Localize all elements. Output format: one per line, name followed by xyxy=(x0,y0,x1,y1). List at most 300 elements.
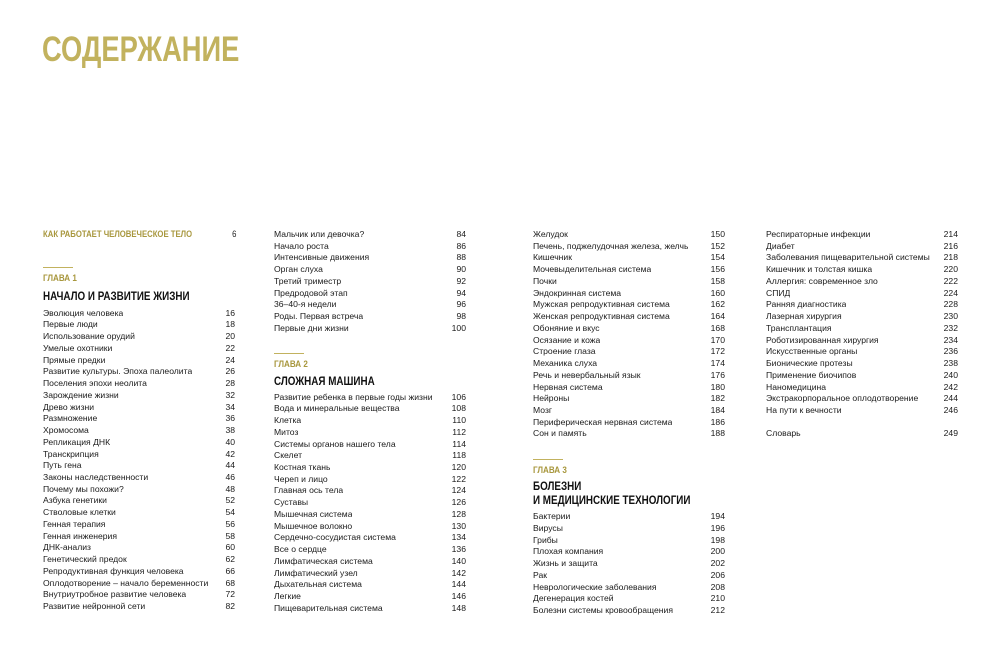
toc-entry-page: 16 xyxy=(225,307,235,318)
toc-entry-title: Печень, поджелудочная железа, желчь xyxy=(533,240,689,251)
toc-entry[interactable] xyxy=(274,568,466,580)
toc-entry[interactable] xyxy=(274,264,466,276)
toc-entry[interactable] xyxy=(43,425,235,437)
toc-entry-page: 238 xyxy=(943,358,958,369)
toc-entry-page: 90 xyxy=(456,264,466,275)
toc-column-1 xyxy=(43,229,235,613)
toc-entry-title: Бионические протезы xyxy=(766,358,853,369)
toc-entry-title: Суставы xyxy=(274,497,309,508)
toc-entry[interactable] xyxy=(766,370,958,382)
toc-entry-page: 228 xyxy=(943,299,958,310)
chapter-1-list xyxy=(43,308,235,613)
toc-entry[interactable] xyxy=(533,335,725,347)
glossary-entry[interactable] xyxy=(766,428,958,440)
toc-entry-title: Поселения эпохи неолита xyxy=(43,378,147,389)
toc-entry-title: Заболевания пищеварительной системы xyxy=(766,252,930,263)
toc-entry[interactable] xyxy=(43,484,235,496)
toc-entry-title: Эндокринная система xyxy=(533,287,622,298)
toc-entry[interactable] xyxy=(533,241,725,253)
glossary-label: Словарь xyxy=(766,427,801,438)
toc-entry[interactable] xyxy=(274,591,466,603)
toc-entry-page: 52 xyxy=(225,495,235,506)
toc-entry-page: 34 xyxy=(225,401,235,412)
toc-entry[interactable] xyxy=(43,495,235,507)
toc-entry-page: 44 xyxy=(225,460,235,471)
toc-entry[interactable] xyxy=(43,531,235,543)
toc-entry-title: Вода и минеральные вещества xyxy=(274,403,400,414)
toc-entry[interactable] xyxy=(533,570,725,582)
toc-entry-page: 148 xyxy=(451,602,466,613)
toc-entry-page: 128 xyxy=(451,508,466,519)
toc-entry[interactable] xyxy=(274,323,466,335)
toc-entry[interactable] xyxy=(274,532,466,544)
toc-entry[interactable] xyxy=(766,311,958,323)
toc-entry[interactable] xyxy=(274,603,466,615)
toc-entry-title: Главная ось тела xyxy=(274,485,344,496)
toc-entry-page: 110 xyxy=(452,415,466,426)
toc-entry[interactable] xyxy=(274,579,466,591)
toc-entry[interactable] xyxy=(43,366,235,378)
toc-entry[interactable] xyxy=(274,497,466,509)
toc-entry-page: 134 xyxy=(451,532,466,543)
toc-entry-title: ДНК-анализ xyxy=(43,542,91,553)
toc-entry-page: 54 xyxy=(225,507,235,518)
toc-entry-page: 202 xyxy=(710,558,725,569)
toc-entry-title: Плохая компания xyxy=(533,546,604,557)
toc-entry[interactable] xyxy=(533,605,725,617)
toc-entry-title: Древо жизни xyxy=(43,401,95,412)
toc-entry-page: 154 xyxy=(710,252,725,263)
toc-entry-title: Все о сердце xyxy=(274,544,327,555)
toc-entry[interactable] xyxy=(533,382,725,394)
toc-entry-page: 48 xyxy=(225,483,235,494)
toc-entry-page: 136 xyxy=(451,544,466,555)
toc-entry-page: 198 xyxy=(710,534,725,545)
toc-entry-title: Мышечная система xyxy=(274,508,353,519)
toc-entry[interactable] xyxy=(43,460,235,472)
toc-entry-title: Дыхательная система xyxy=(274,579,362,590)
toc-entry-page: 242 xyxy=(943,381,958,392)
chapter-3-title-line2: И МЕДИЦИНСКИЕ ТЕХНОЛОГИИ xyxy=(533,493,691,508)
toc-entry-title: Орган слуха xyxy=(274,264,323,275)
toc-entry-page: 56 xyxy=(225,518,235,529)
toc-entry-page: 232 xyxy=(943,322,958,333)
toc-entry-page: 206 xyxy=(710,569,725,580)
toc-entry[interactable] xyxy=(766,405,958,417)
toc-entry-page: 108 xyxy=(451,403,466,414)
toc-entry[interactable] xyxy=(274,521,466,533)
toc-entry-page: 176 xyxy=(710,369,725,380)
toc-entry-page: 98 xyxy=(456,311,466,322)
toc-entry[interactable] xyxy=(274,229,466,241)
toc-entry-title: Лимфатическая система xyxy=(274,555,373,566)
toc-entry-title: Оплодотворение – начало беременности xyxy=(43,577,209,588)
toc-entry-page: 106 xyxy=(451,391,466,402)
toc-entry-page: 96 xyxy=(456,299,466,310)
toc-entry-page: 152 xyxy=(710,240,725,251)
toc-entry-title: Роды. Первая встреча xyxy=(274,311,364,322)
toc-entry[interactable] xyxy=(533,252,725,264)
toc-entry[interactable] xyxy=(274,392,466,404)
toc-entry-title: Речь и невербальный язык xyxy=(533,369,641,380)
toc-entry-page: 168 xyxy=(710,322,725,333)
toc-entry-page: 210 xyxy=(710,593,725,604)
toc-entry[interactable] xyxy=(43,319,235,331)
toc-entry[interactable] xyxy=(274,288,466,300)
toc-entry[interactable] xyxy=(533,593,725,605)
toc-entry-title: Ранняя диагностика xyxy=(766,299,847,310)
chapter-1-continued-list xyxy=(274,229,466,335)
toc-entry-title: Рак xyxy=(533,569,547,580)
toc-entry-page: 218 xyxy=(943,252,958,263)
toc-entry[interactable] xyxy=(766,288,958,300)
chapter-2-continued-list xyxy=(533,229,725,440)
toc-entry[interactable] xyxy=(766,335,958,347)
toc-entry-page: 126 xyxy=(451,497,466,508)
toc-entry-title: Митоз xyxy=(274,426,299,437)
toc-entry[interactable] xyxy=(533,546,725,558)
toc-entry-title: Почему мы похожи? xyxy=(43,483,124,494)
toc-entry-page: 88 xyxy=(456,252,466,263)
toc-column-3 xyxy=(533,229,725,617)
toc-entry[interactable] xyxy=(274,485,466,497)
chapter-3-list xyxy=(533,511,725,617)
toc-entry-page: 236 xyxy=(943,346,958,357)
toc-entry-page: 36 xyxy=(225,413,235,424)
toc-entry-page: 184 xyxy=(710,405,725,416)
toc-entry-title: Обоняние и вкус xyxy=(533,322,600,333)
chapter-2-list xyxy=(274,392,466,615)
toc-entry[interactable] xyxy=(274,415,466,427)
toc-entry-page: 160 xyxy=(710,287,725,298)
toc-entry-page: 164 xyxy=(710,311,725,322)
toc-entry[interactable] xyxy=(533,370,725,382)
toc-entry-page: 196 xyxy=(710,522,725,533)
toc-entry-page: 212 xyxy=(710,605,725,616)
toc-entry-title: Неврологические заболевания xyxy=(533,581,657,592)
toc-entry-page: 234 xyxy=(943,334,958,345)
toc-entry[interactable] xyxy=(274,403,466,415)
toc-entry[interactable] xyxy=(43,437,235,449)
toc-entry-page: 172 xyxy=(710,346,725,357)
toc-entry-title: Сердечно-сосудистая система xyxy=(274,532,396,543)
toc-entry-title: Умелые охотники xyxy=(43,342,113,353)
toc-entry-page: 224 xyxy=(943,287,958,298)
toc-entry-page: 194 xyxy=(710,511,725,522)
toc-entry[interactable] xyxy=(274,276,466,288)
toc-entry[interactable] xyxy=(274,462,466,474)
toc-entry[interactable] xyxy=(43,402,235,414)
toc-entry-title: Дегенерация костей xyxy=(533,593,614,604)
toc-entry[interactable] xyxy=(43,542,235,554)
toc-entry-page: 114 xyxy=(452,438,466,449)
toc-entry-title: Трансплантация xyxy=(766,322,832,333)
toc-entry[interactable] xyxy=(533,311,725,323)
toc-entry-page: 200 xyxy=(710,546,725,557)
toc-entry[interactable] xyxy=(533,288,725,300)
toc-entry-title: Путь гена xyxy=(43,460,82,471)
toc-entry-title: Репликация ДНК xyxy=(43,436,111,447)
toc-entry-title: Третий триместр xyxy=(274,275,342,286)
toc-entry[interactable] xyxy=(274,509,466,521)
toc-entry[interactable] xyxy=(274,427,466,439)
toc-entry-title: Развитие культуры. Эпоха палеолита xyxy=(43,366,193,377)
toc-entry-title: Периферическая нервная система xyxy=(533,416,673,427)
toc-entry-title: Стволовые клетки xyxy=(43,507,116,518)
toc-entry-title: Искусственные органы xyxy=(766,346,858,357)
chapter-divider xyxy=(533,459,563,460)
toc-entry[interactable] xyxy=(43,507,235,519)
toc-entry-title: Нейроны xyxy=(533,393,570,404)
toc-entry-title: Почки xyxy=(533,275,557,286)
toc-entry-page: 240 xyxy=(943,369,958,380)
toc-entry-page: 82 xyxy=(225,601,235,612)
toc-entry[interactable] xyxy=(274,252,466,264)
toc-entry-title: Клетка xyxy=(274,415,302,426)
toc-entry[interactable] xyxy=(533,417,725,429)
toc-entry-page: 140 xyxy=(451,555,466,566)
toc-entry[interactable] xyxy=(533,428,725,440)
toc-entry-page: 28 xyxy=(225,378,235,389)
glossary-page: 249 xyxy=(943,427,958,438)
toc-entry-title: Нервная система xyxy=(533,381,603,392)
toc-entry-title: 36–40-я недели xyxy=(274,299,337,310)
toc-entry-title: Строение глаза xyxy=(533,346,596,357)
toc-entry[interactable] xyxy=(43,554,235,566)
toc-entry[interactable] xyxy=(766,382,958,394)
toc-entry[interactable] xyxy=(766,393,958,405)
toc-entry-title: Развитие нейронной сети xyxy=(43,601,146,612)
toc-entry-title: Мозг xyxy=(533,405,553,416)
toc-entry[interactable] xyxy=(43,589,235,601)
toc-entry-title: Роботизированная хирургия xyxy=(766,334,879,345)
toc-entry-page: 124 xyxy=(451,485,466,496)
toc-entry-title: Первые дни жизни xyxy=(274,322,349,333)
toc-entry[interactable] xyxy=(533,405,725,417)
toc-entry-page: 66 xyxy=(225,565,235,576)
toc-entry[interactable] xyxy=(533,276,725,288)
toc-entry-page: 112 xyxy=(452,426,466,437)
toc-entry[interactable] xyxy=(533,264,725,276)
toc-entry-title: Эволюция человека xyxy=(43,307,124,318)
toc-entry[interactable] xyxy=(533,558,725,570)
toc-entry-title: Пищеварительная система xyxy=(274,602,383,613)
toc-entry-page: 130 xyxy=(451,520,466,531)
toc-entry-page: 220 xyxy=(943,264,958,275)
toc-entry-page: 122 xyxy=(451,473,466,484)
toc-entry[interactable] xyxy=(766,252,958,264)
toc-entry-title: Генная инженерия xyxy=(43,530,118,541)
toc-entry-title: Хромосома xyxy=(43,425,89,436)
toc-entry-page: 222 xyxy=(943,275,958,286)
toc-entry-page: 208 xyxy=(710,581,725,592)
toc-entry-title: Азбука генетики xyxy=(43,495,107,506)
toc-entry-title: Применение биочипов xyxy=(766,369,857,380)
toc-entry-title: Бактерии xyxy=(533,511,571,522)
toc-entry[interactable] xyxy=(274,474,466,486)
toc-entry-page: 214 xyxy=(943,229,958,239)
toc-entry[interactable] xyxy=(274,544,466,556)
chapter-3-title-line1: БОЛЕЗНИ xyxy=(533,479,582,494)
toc-entry-page: 244 xyxy=(943,393,958,404)
toc-entry[interactable] xyxy=(533,511,725,523)
toc-entry-title: Использование орудий xyxy=(43,331,135,342)
toc-entry-page: 20 xyxy=(225,331,235,342)
toc-entry-page: 158 xyxy=(710,275,725,286)
toc-entry-page: 22 xyxy=(225,342,235,353)
toc-entry-page: 186 xyxy=(710,416,725,427)
toc-entry[interactable] xyxy=(43,355,235,367)
toc-entry-page: 120 xyxy=(451,462,466,473)
toc-entry-title: Генетический предок xyxy=(43,554,127,565)
toc-entry-page: 58 xyxy=(225,530,235,541)
toc-entry[interactable] xyxy=(43,519,235,531)
toc-entry[interactable] xyxy=(274,556,466,568)
toc-entry-title: Механика слуха xyxy=(533,358,598,369)
intro-label: КАК РАБОТАЕТ ЧЕЛОВЕЧЕСКОЕ ТЕЛО xyxy=(43,229,193,239)
toc-entry[interactable] xyxy=(766,346,958,358)
toc-entry[interactable] xyxy=(533,346,725,358)
toc-entry[interactable] xyxy=(274,299,466,311)
toc-entry-title: Осязание и кожа xyxy=(533,334,601,345)
toc-entry[interactable] xyxy=(43,472,235,484)
toc-entry-page: 150 xyxy=(710,229,725,239)
toc-entry-page: 62 xyxy=(225,554,235,565)
toc-entry[interactable] xyxy=(533,299,725,311)
toc-entry-page: 42 xyxy=(225,448,235,459)
toc-entry-title: Женская репродуктивная система xyxy=(533,311,670,322)
toc-entry[interactable] xyxy=(766,299,958,311)
toc-entry[interactable] xyxy=(533,523,725,535)
toc-entry-page: 68 xyxy=(225,577,235,588)
toc-entry[interactable] xyxy=(274,450,466,462)
toc-entry[interactable] xyxy=(274,241,466,253)
toc-entry-page: 246 xyxy=(943,405,958,416)
toc-entry-page: 86 xyxy=(456,240,466,251)
toc-entry[interactable] xyxy=(43,413,235,425)
toc-entry-title: Мужская репродуктивная система xyxy=(533,299,670,310)
toc-entry-title: Диабет xyxy=(766,240,795,251)
toc-entry-title: Лимфатический узел xyxy=(274,567,358,578)
toc-entry-title: Предродовой этап xyxy=(274,287,348,298)
toc-entry[interactable] xyxy=(766,323,958,335)
toc-entry-title: Жизнь и защита xyxy=(533,558,598,569)
toc-entry-title: Наномедицина xyxy=(766,381,827,392)
toc-entry[interactable] xyxy=(274,311,466,323)
intro-entry[interactable] xyxy=(43,229,237,241)
toc-entry-page: 72 xyxy=(225,589,235,600)
toc-entry[interactable] xyxy=(533,229,725,241)
chapter-1-label: ГЛАВА 1 xyxy=(43,272,77,284)
toc-entry-page: 94 xyxy=(456,287,466,298)
toc-entry[interactable] xyxy=(533,582,725,594)
toc-entry-title: Костная ткань xyxy=(274,462,331,473)
toc-column-2 xyxy=(274,229,466,615)
toc-entry[interactable] xyxy=(533,358,725,370)
toc-entry-title: Размножение xyxy=(43,413,98,424)
toc-entry-page: 144 xyxy=(451,579,466,590)
toc-entry-page: 84 xyxy=(456,229,466,239)
toc-entry-title: Респираторные инфекции xyxy=(766,229,871,239)
toc-entry-page: 100 xyxy=(451,322,466,333)
toc-entry-page: 182 xyxy=(710,393,725,404)
toc-entry[interactable] xyxy=(274,439,466,451)
page-title: СОДЕРЖАНИЕ xyxy=(42,30,240,69)
toc-entry[interactable] xyxy=(533,393,725,405)
toc-entry-title: На пути к вечности xyxy=(766,405,842,416)
toc-entry-title: Первые люди xyxy=(43,319,98,330)
toc-entry-title: Развитие ребенка в первые годы жизни xyxy=(274,391,433,402)
toc-entry-title: Прямые предки xyxy=(43,354,106,365)
toc-entry-title: Транскрипция xyxy=(43,448,99,459)
toc-entry[interactable] xyxy=(43,578,235,590)
toc-entry[interactable] xyxy=(766,264,958,276)
toc-entry[interactable] xyxy=(43,566,235,578)
toc-entry[interactable] xyxy=(43,378,235,390)
toc-entry-title: Сон и память xyxy=(533,428,587,439)
toc-entry[interactable] xyxy=(43,308,235,320)
toc-entry-title: Законы наследственности xyxy=(43,472,149,483)
toc-entry-title: Лазерная хирургия xyxy=(766,311,842,322)
toc-entry[interactable] xyxy=(43,331,235,343)
toc-entry[interactable] xyxy=(43,601,235,613)
toc-entry-page: 156 xyxy=(710,264,725,275)
toc-column-4 xyxy=(766,229,958,439)
toc-entry-title: Внутриутробное развитие человека xyxy=(43,589,187,600)
toc-entry-title: Желудок xyxy=(533,229,568,239)
toc-entry-page: 216 xyxy=(943,240,958,251)
chapter-3-continued-list xyxy=(766,229,958,417)
toc-entry[interactable] xyxy=(43,343,235,355)
toc-entry-page: 18 xyxy=(225,319,235,330)
toc-entry-title: Начало роста xyxy=(274,240,329,251)
toc-entry-title: Мочевыделительная система xyxy=(533,264,652,275)
toc-entry-title: Системы органов нашего тела xyxy=(274,438,396,449)
toc-entry[interactable] xyxy=(766,241,958,253)
toc-entry[interactable] xyxy=(43,390,235,402)
chapter-3-label: ГЛАВА 3 xyxy=(533,465,567,477)
toc-entry[interactable] xyxy=(533,535,725,547)
toc-entry-title: Интенсивные движения xyxy=(274,252,370,263)
toc-entry-title: Зарождение жизни xyxy=(43,389,119,400)
toc-entry[interactable] xyxy=(766,358,958,370)
toc-entry-page: 180 xyxy=(710,381,725,392)
toc-entry-page: 162 xyxy=(710,299,725,310)
chapter-divider xyxy=(274,353,304,354)
toc-entry-page: 46 xyxy=(225,472,235,483)
toc-entry-title: Мальчик или девочка? xyxy=(274,229,365,239)
toc-entry-page: 170 xyxy=(710,334,725,345)
toc-entry-title: Мышечное волокно xyxy=(274,520,353,531)
toc-entry-title: Кишечник и толстая кишка xyxy=(766,264,873,275)
toc-entry[interactable] xyxy=(766,276,958,288)
toc-entry-title: Генная терапия xyxy=(43,518,106,529)
toc-entry-page: 230 xyxy=(943,311,958,322)
toc-entry-page: 38 xyxy=(225,425,235,436)
toc-entry-title: Вирусы xyxy=(533,522,563,533)
toc-entry[interactable] xyxy=(43,449,235,461)
toc-entry-title: Болезни системы кровообращения xyxy=(533,605,673,616)
toc-entry[interactable] xyxy=(533,323,725,335)
toc-entry-page: 188 xyxy=(710,428,725,439)
toc-entry-title: Репродуктивная функция человека xyxy=(43,565,184,576)
toc-entry-page: 32 xyxy=(225,389,235,400)
toc-entry-title: Скелет xyxy=(274,450,303,461)
toc-entry-title: Череп и лицо xyxy=(274,473,328,484)
toc-entry[interactable] xyxy=(766,229,958,241)
toc-entry-page: 142 xyxy=(451,567,466,578)
chapter-2-title: СЛОЖНАЯ МАШИНА xyxy=(274,373,375,388)
